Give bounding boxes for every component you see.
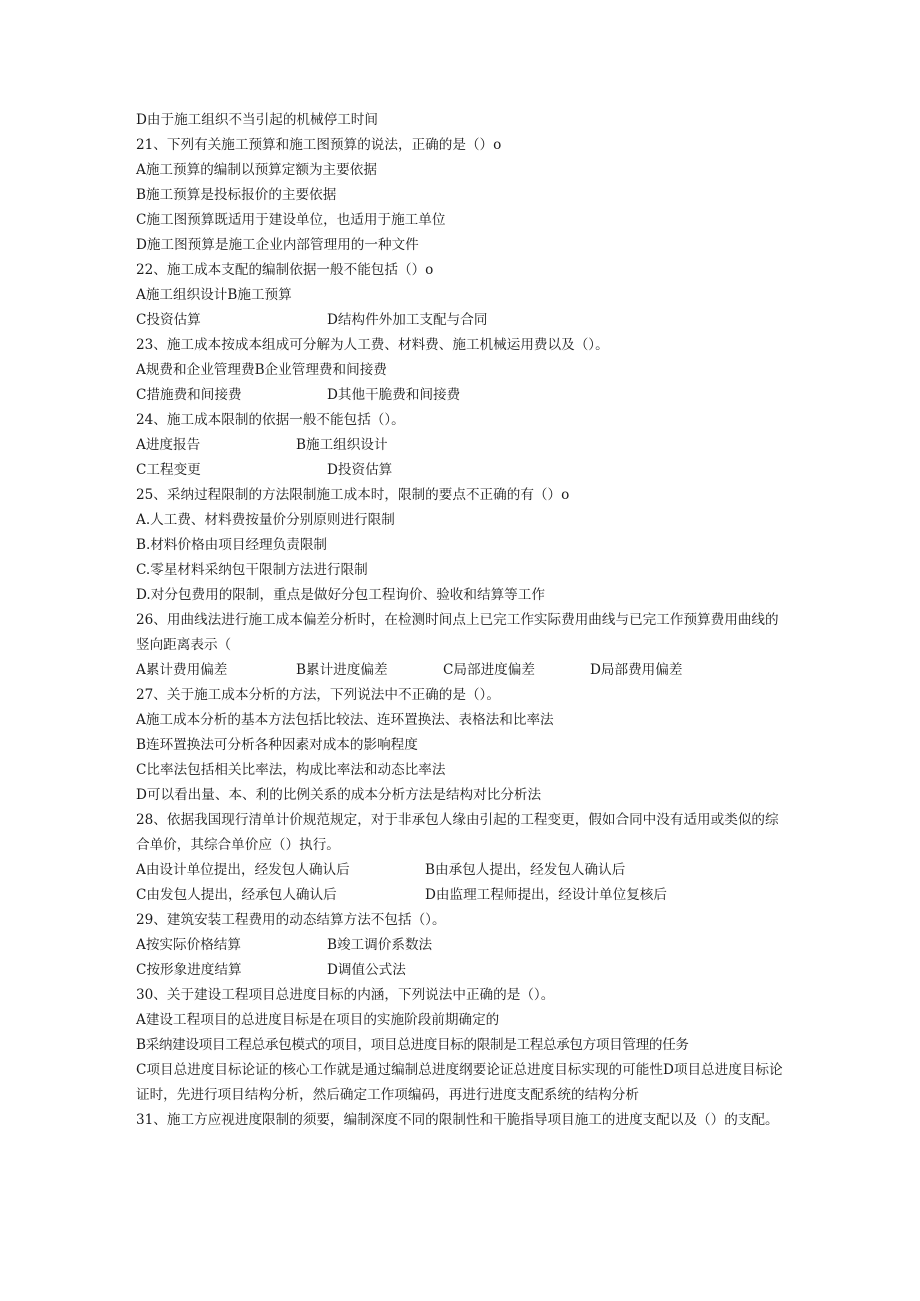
question-30: 30、关于建设工程项目总进度目标的内涵，下列说法中正确的是（）。 (136, 987, 555, 1003)
option-c: C投资估算 (136, 312, 201, 328)
question-21: 21、下列有关施工预算和施工图预算的说法，正确的是（）o (136, 137, 502, 153)
option-row (136, 933, 786, 958)
option-a: A进度报告 (136, 437, 201, 453)
option-a: A施工预算的编制以预算定额为主要依据 (136, 162, 377, 178)
option-c: C比率法包括相关比率法，构成比率法和动态比率法 (136, 762, 446, 778)
option-ab: A施工组织设计B施工预算 (136, 287, 292, 303)
question-24: 24、施工成本限制的依据一般不能包括（）。 (136, 412, 405, 428)
option-d: D可以看出量、本、利的比例关系的成本分析方法是结构对比分析法 (136, 787, 542, 803)
option-d: D调值公式法 (327, 962, 406, 978)
option-row (136, 858, 786, 883)
option-d: D施工图预算是施工企业内部管理用的一种文件 (136, 237, 419, 253)
option-a: A建设工程项目的总进度目标是在项目的实施阶段前期确定的 (136, 1012, 500, 1028)
option-d: D由于施工组织不当引起的机械停工时间 (136, 112, 378, 128)
option-cd: C项目总进度目标论证的核心工作就是通过编制总进度纲要论证总进度目标实现的可能性D项目总进度目标论证时，先进行项目结构分析，然后确定工作项编码，再进行进度支配系统的结构分析 (136, 1062, 783, 1103)
option-d: D结构件外加工支配与合同 (327, 312, 488, 328)
option-d: D其他干脆费和间接费 (327, 387, 461, 403)
option-row (136, 458, 786, 483)
option-b: B累计进度偏差 (296, 662, 388, 678)
question-28: 28、依据我国现行清单计价规范规定，对于非承包人缘由引起的工程变更，假如合同中没有适用或类似的综合单价，其综合单价应（）执行。 (136, 812, 779, 853)
option-b: B竣工调价系数法 (327, 937, 433, 953)
option-a: A累计费用偏差 (136, 662, 228, 678)
question-31: 31、施工方应视进度限制的须要，编制深度不同的限制性和干脆指导项目施工的进度支配以及（）的支配。 (136, 1112, 779, 1128)
question-22: 22、施工成本支配的编制依据一般不能包括（）o (136, 262, 434, 278)
option-row (136, 433, 786, 458)
option-b: B.材料价格由项目经理负责限制 (136, 537, 328, 553)
question-27: 27、关于施工成本分析的方法，下列说法中不正确的是（）。 (136, 687, 500, 703)
question-29: 29、建筑安装工程费用的动态结算方法不包括（）。 (136, 912, 446, 928)
option-c: C措施费和间接费 (136, 387, 242, 403)
option-row (136, 958, 786, 983)
option-c: C按形象进度结算 (136, 962, 242, 978)
option-b: B采纳建设项目工程总承包模式的项目，项目总进度目标的限制是工程总承包方项目管理的任务 (136, 1037, 689, 1053)
option-row (136, 658, 786, 683)
option-row (136, 383, 786, 408)
option-b: B连环置换法可分析各种因素对成本的影响程度 (136, 737, 418, 753)
option-a: A按实际价格结算 (136, 937, 241, 953)
option-c: C施工图预算既适用于建设单位，也适用于施工单位 (136, 212, 446, 228)
option-d: D局部费用偏差 (590, 662, 683, 678)
option-d: D由监理工程师提出，经设计单位复核后 (425, 887, 667, 903)
option-c: C工程变更 (136, 462, 201, 478)
option-b: B施工预算是投标报价的主要依据 (136, 187, 337, 203)
option-ab: A规费和企业管理费B企业管理费和间接费 (136, 362, 387, 378)
option-row (136, 308, 786, 333)
option-c: C局部进度偏差 (443, 662, 535, 678)
question-25: 25、采纳过程限制的方法限制施工成本时，限制的要点不正确的有（）o (136, 487, 570, 503)
question-26: 26、用曲线法进行施工成本偏差分析时，在检测时间点上已完工作实际费用曲线与已完工作预算费用曲线的竖向距离表示（ (136, 612, 779, 653)
option-b: B由承包人提出，经发包人确认后 (425, 862, 626, 878)
document-page (136, 108, 786, 1133)
option-d: D.对分包费用的限制，重点是做好分包工程询价、验收和结算等工作 (136, 587, 545, 603)
option-a: A.人工费、材料费按量价分别原则进行限制 (136, 512, 395, 528)
question-23: 23、施工成本按成本组成可分解为人工费、材料费、施工机械运用费以及（）。 (136, 337, 609, 353)
option-d: D投资估算 (327, 462, 393, 478)
option-b: B施工组织设计 (296, 437, 388, 453)
option-a: A由设计单位提出，经发包人确认后 (136, 862, 350, 878)
option-c: C.零星材料采纳包干限制方法进行限制 (136, 562, 368, 578)
option-row (136, 883, 786, 908)
option-a: A施工成本分析的基本方法包括比较法、连环置换法、表格法和比率法 (136, 712, 554, 728)
option-c: C由发包人提出，经承包人确认后 (136, 887, 337, 903)
